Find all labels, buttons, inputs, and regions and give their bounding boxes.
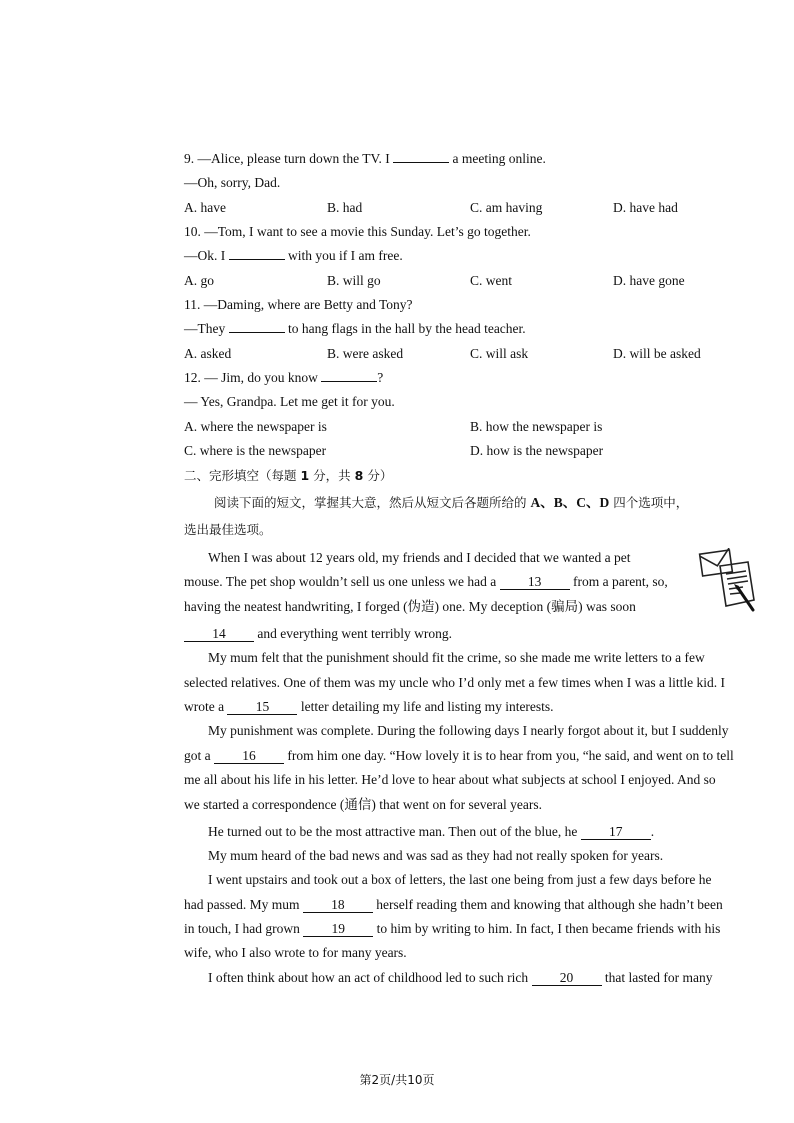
q11-option-b: B. were asked	[327, 346, 404, 361]
passage-p2-l3	[184, 698, 554, 716]
section2-heading-n2: 8	[354, 468, 364, 483]
q12-option-a: A. where the newspaper is	[184, 419, 327, 434]
letter-illustration-icon	[698, 548, 758, 616]
instructions-post: 四个选项中，	[609, 495, 689, 510]
passage-p2-l2: selected relatives. One of them was my uncle who I’d only met a few times when I was a little kid. I	[184, 675, 725, 690]
q11-reply-after: to hang flags in the hall by the head teacher.	[288, 321, 526, 336]
q11-stem: 11. —Daming, where are Betty and Tony?	[184, 297, 413, 312]
blank-14: 14	[184, 627, 254, 642]
q10-option-a: A. go	[184, 273, 214, 288]
passage-p5: My mum heard of the bad news and was sad as they had not really spoken for years.	[208, 848, 664, 863]
q12-reply: — Yes, Grandpa. Let me get it for you.	[184, 394, 395, 409]
q9-stem-after: a meeting online.	[452, 151, 546, 166]
q10-option-b: B. will go	[327, 273, 381, 288]
q12-stem-before: 12. — Jim, do you know	[184, 370, 318, 385]
passage-text: to him by writing to him. In fact, I then became friends with his	[376, 921, 721, 936]
q11-reply	[184, 320, 526, 338]
passage-text: had passed. My mum	[184, 897, 300, 912]
q12-blank	[321, 381, 377, 382]
q12-stem	[184, 369, 383, 387]
passage-p4	[208, 823, 654, 841]
q10-option-c: C. went	[470, 273, 512, 288]
section2-heading-n1: 1	[300, 468, 310, 483]
passage-p7	[208, 969, 713, 987]
passage-p3-l4: we started a correspondence (通信) that went on for several years.	[184, 797, 542, 812]
q10-option-d: D. have gone	[613, 273, 685, 288]
q12-option-c: C. where is the newspaper	[184, 443, 327, 458]
passage-p1-l2	[184, 573, 668, 591]
section2-heading-post: 分）	[363, 468, 393, 483]
blank-19: 19	[303, 922, 373, 937]
q11-option-c: C. will ask	[470, 346, 529, 361]
blank-13: 13	[500, 575, 570, 590]
passage-p1-l1: When I was about 12 years old, my friends and I decided that we wanted a pet	[208, 550, 631, 565]
q9-blank	[393, 162, 449, 163]
passage-text: .	[650, 824, 655, 839]
blank-17: 17	[581, 825, 651, 840]
passage-text: wrote a	[184, 699, 225, 714]
q9-stem-text: 9. —Alice, please turn down the TV. I	[184, 151, 390, 166]
q11-reply-before: —They	[184, 321, 226, 336]
passage-text: and everything went terribly wrong.	[257, 626, 452, 641]
passage-p1-l3: having the neatest handwriting, I forged (伪造) one. My deception (骗局) was soon	[184, 599, 636, 614]
q11-option-d: D. will be asked	[613, 346, 701, 361]
passage-text: I often think about how an act of childhood led to such rich	[208, 970, 529, 985]
passage-text: that lasted for many	[604, 970, 713, 985]
passage-text: from a parent, so,	[572, 574, 668, 589]
q11-blank	[229, 332, 285, 333]
section2-instructions	[214, 494, 688, 512]
q9-option-b: B. had	[327, 200, 363, 215]
section2-heading-mid: 分，共	[309, 468, 355, 483]
q12-stem-after: ?	[377, 370, 384, 385]
blank-18: 18	[303, 898, 373, 913]
blank-20: 20	[532, 971, 602, 986]
section2-instructions-line2: 选出最佳选项。	[184, 522, 272, 537]
passage-p6-l2	[184, 896, 723, 914]
section2-heading-pre: 二、完形填空（每题	[184, 468, 301, 483]
passage-p3-l2	[184, 747, 734, 765]
passage-text: from him one day. “How lovely it is to hear from you, “he said, and went on to tell	[287, 748, 734, 763]
q10-blank	[229, 259, 285, 260]
passage-text: letter detailing my life and listing my interests.	[300, 699, 554, 714]
q9-reply: —Oh, sorry, Dad.	[184, 175, 281, 190]
blank-15: 15	[227, 700, 297, 715]
passage-text: mouse. The pet shop wouldn’t sell us one unless we had a	[184, 574, 497, 589]
q10-reply-before: —Ok. I	[184, 248, 226, 263]
q9-stem	[184, 150, 546, 168]
instructions-letters: A、B、C、D	[530, 495, 610, 510]
q10-stem: 10. —Tom, I want to see a movie this Sunday. Let’s go together.	[184, 224, 531, 239]
passage-text: herself reading them and knowing that although she hadn’t been	[376, 897, 723, 912]
q10-reply	[184, 247, 403, 265]
instructions-pre: 阅读下面的短文，掌握其大意，然后从短文后各题所给的	[214, 495, 531, 510]
passage-text: got a	[184, 748, 211, 763]
passage-p3-l3: me all about his life in his letter. He’d love to hear about what subjects at school I enjoyed. And so	[184, 772, 716, 787]
q12-option-b: B. how the newspaper is	[470, 419, 603, 434]
passage-text: in touch, I had grown	[184, 921, 300, 936]
q9-option-c: C. am having	[470, 200, 543, 215]
section2-heading	[184, 467, 392, 485]
q9-option-a: A. have	[184, 200, 226, 215]
passage-p6-l4: wife, who I also wrote to for many years.	[184, 945, 407, 960]
q10-reply-after: with you if I am free.	[288, 248, 403, 263]
passage-p6-l3	[184, 920, 720, 938]
passage-p1-l4	[184, 625, 452, 643]
passage-p6-l1: I went upstairs and took out a box of letters, the last one being from just a few days before he	[208, 872, 712, 887]
page-footer: 第2页/共10页	[359, 1073, 435, 1087]
passage-p3-l1: My punishment was complete. During the following days I nearly forgot about it, but I suddenly	[208, 723, 729, 738]
q9-option-d: D. have had	[613, 200, 678, 215]
passage-text: He turned out to be the most attractive man. Then out of the blue, he	[208, 824, 578, 839]
passage-p2-l1: My mum felt that the punishment should fit the crime, so she made me write letters to a few	[208, 650, 705, 665]
blank-16: 16	[214, 749, 284, 764]
q12-option-d: D. how is the newspaper	[470, 443, 604, 458]
q11-option-a: A. asked	[184, 346, 232, 361]
